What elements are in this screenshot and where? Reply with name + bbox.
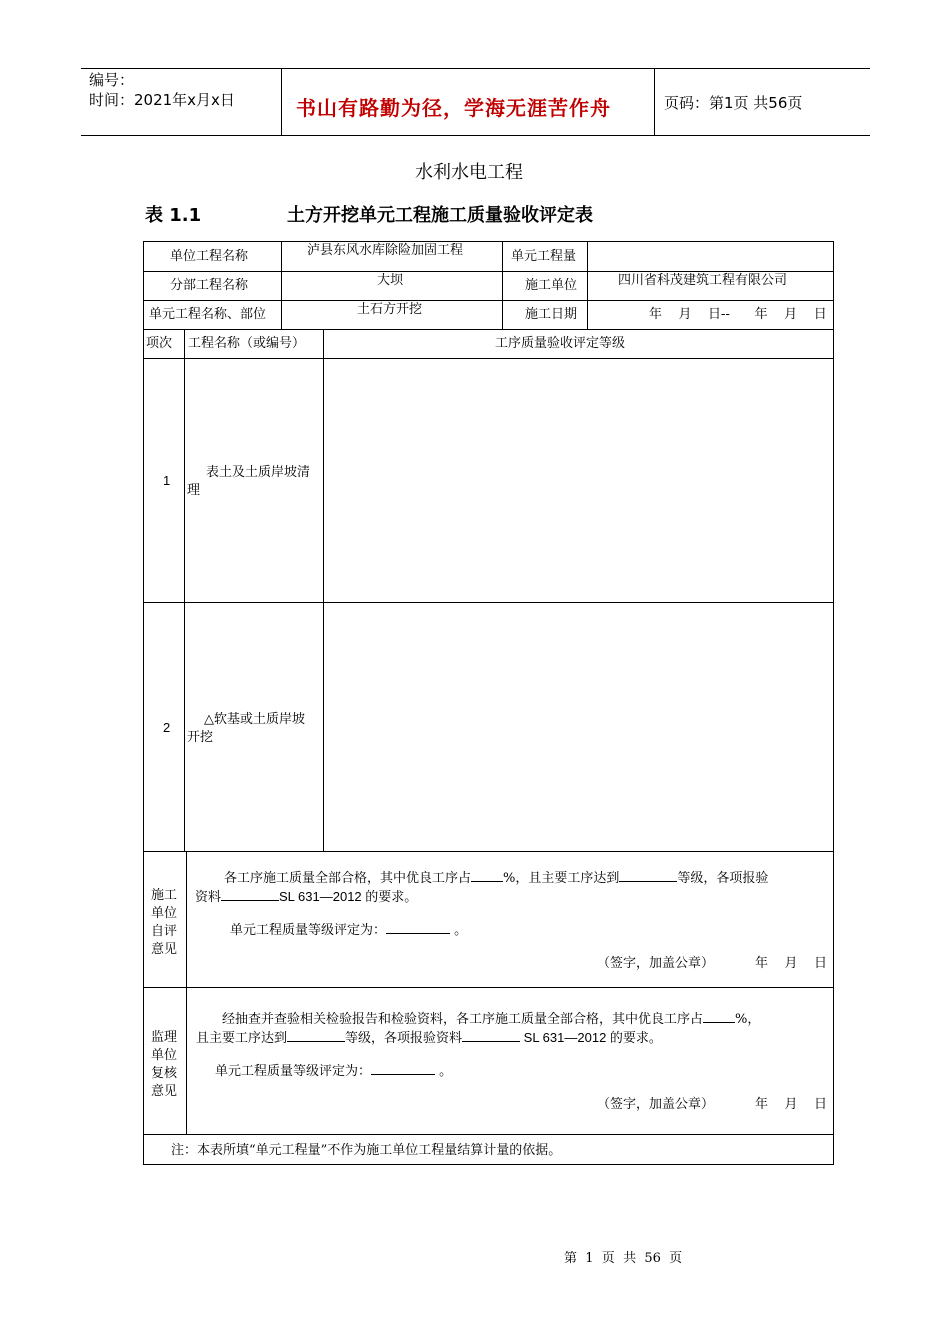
col-rule — [323, 329, 324, 852]
contractor-grade-line: 单元工程质量等级评定为： 。 — [230, 923, 468, 938]
construction-date-value: 年 月 日-- 年 月 日 — [649, 307, 827, 322]
item-name: 表土及土质岸坡清 — [206, 465, 311, 480]
element-name-value: 土石方开挖 — [357, 302, 423, 317]
supervisor-grade-line: 单元工程质量等级评定为： 。 — [215, 1064, 453, 1079]
table-title: 土方开挖单元工程施工质量验收评定表 — [287, 205, 593, 226]
row-rule — [143, 300, 834, 301]
contractor-opinion-line-2: 资料 SL 631—2012 的要求。 — [195, 889, 418, 905]
supervisor-sign-date: 年 月 日 — [755, 1097, 828, 1112]
division-value: 大坝 — [377, 273, 404, 288]
col-header-grade: 工序质量验收评定等级 — [495, 336, 626, 351]
item-name-cont: 开挖 — [187, 730, 214, 745]
supervisor-opinion-line-1: 经抽查并查验相关检验报告和检验资料，各工序施工质量全部合格，其中优良工序占 %， — [222, 1012, 761, 1027]
grade-blank — [619, 869, 677, 882]
docs-blank — [221, 888, 279, 901]
col-rule — [281, 241, 282, 330]
supervisor-opinion-label: 监理 单位 复核 意见 — [151, 1030, 178, 1099]
header-bottom-rule — [81, 135, 870, 136]
header-divider-right — [654, 68, 655, 136]
item-number: 2 — [163, 720, 171, 735]
row-rule — [143, 358, 834, 359]
page-info-label: 页码：第1页 共56页 — [664, 94, 803, 112]
col-rule — [186, 851, 187, 1135]
contractor-sign-date: 年 月 日 — [755, 956, 828, 971]
excellent-rate-blank — [703, 1010, 735, 1023]
supervisor-opinion-line-2: 且主要工序达到 等级，各项报验资料 SL 631—2012 的要求。 — [196, 1030, 662, 1046]
contractor-signature: （签字，加盖公章） — [597, 956, 715, 971]
construction-date-label: 施工日期 — [525, 307, 578, 322]
row-rule — [143, 602, 834, 603]
row-rule — [143, 851, 834, 852]
row-rule — [143, 329, 834, 330]
row-rule — [143, 1134, 834, 1135]
col-rule — [587, 241, 588, 330]
element-name-label: 单元工程名称、部位 — [149, 307, 267, 322]
serial-number-label: 编号： — [89, 71, 135, 89]
contractor-label: 施工单位 — [525, 278, 578, 293]
supervisor-signature: （签字，加盖公章） — [597, 1097, 715, 1112]
header-top-rule — [81, 68, 870, 69]
motto-text: 书山有路勤为径，学海无涯苦作舟 — [296, 96, 611, 120]
element-quantity-label: 单元工程量 — [511, 249, 577, 264]
item-number: 1 — [163, 473, 171, 488]
contractor-opinion-line-1: 各工序施工质量全部合格，其中优良工序占 %，且主要工序达到 等级，各项报验 — [224, 871, 769, 886]
division-label: 分部工程名称 — [170, 278, 249, 293]
document-category: 水利水电工程 — [415, 162, 523, 183]
page-footer: 第 1 页 共 56 页 — [564, 1251, 683, 1266]
col-rule — [502, 241, 503, 330]
table-note: 注：本表所填“单元工程量”不作为施工单位工程量结算计量的依据。 — [171, 1143, 562, 1158]
item-name-cont: 理 — [187, 483, 201, 498]
excellent-rate-blank — [471, 869, 503, 882]
docs-blank — [462, 1029, 520, 1042]
unit-project-label: 单位工程名称 — [170, 249, 249, 264]
col-header-name: 工程名称（或编号） — [188, 336, 306, 351]
header-divider-left — [281, 68, 282, 136]
contractor-value: 四川省科茂建筑工程有限公司 — [618, 273, 788, 288]
grade-blank — [287, 1029, 345, 1042]
item-name: △软基或土质岸坡 — [204, 712, 305, 727]
time-label: 时间：2021年x月x日 — [89, 91, 235, 109]
row-rule — [143, 987, 834, 988]
col-rule — [184, 329, 185, 852]
col-header-item: 项次 — [146, 336, 173, 351]
table-number: 表 1.1 — [145, 205, 202, 226]
element-grade-blank — [371, 1062, 435, 1075]
unit-project-value: 泸县东风水库除险加固工程 — [307, 243, 464, 258]
contractor-opinion-label: 施工 单位 自评 意见 — [151, 888, 178, 957]
element-grade-blank — [386, 921, 450, 934]
